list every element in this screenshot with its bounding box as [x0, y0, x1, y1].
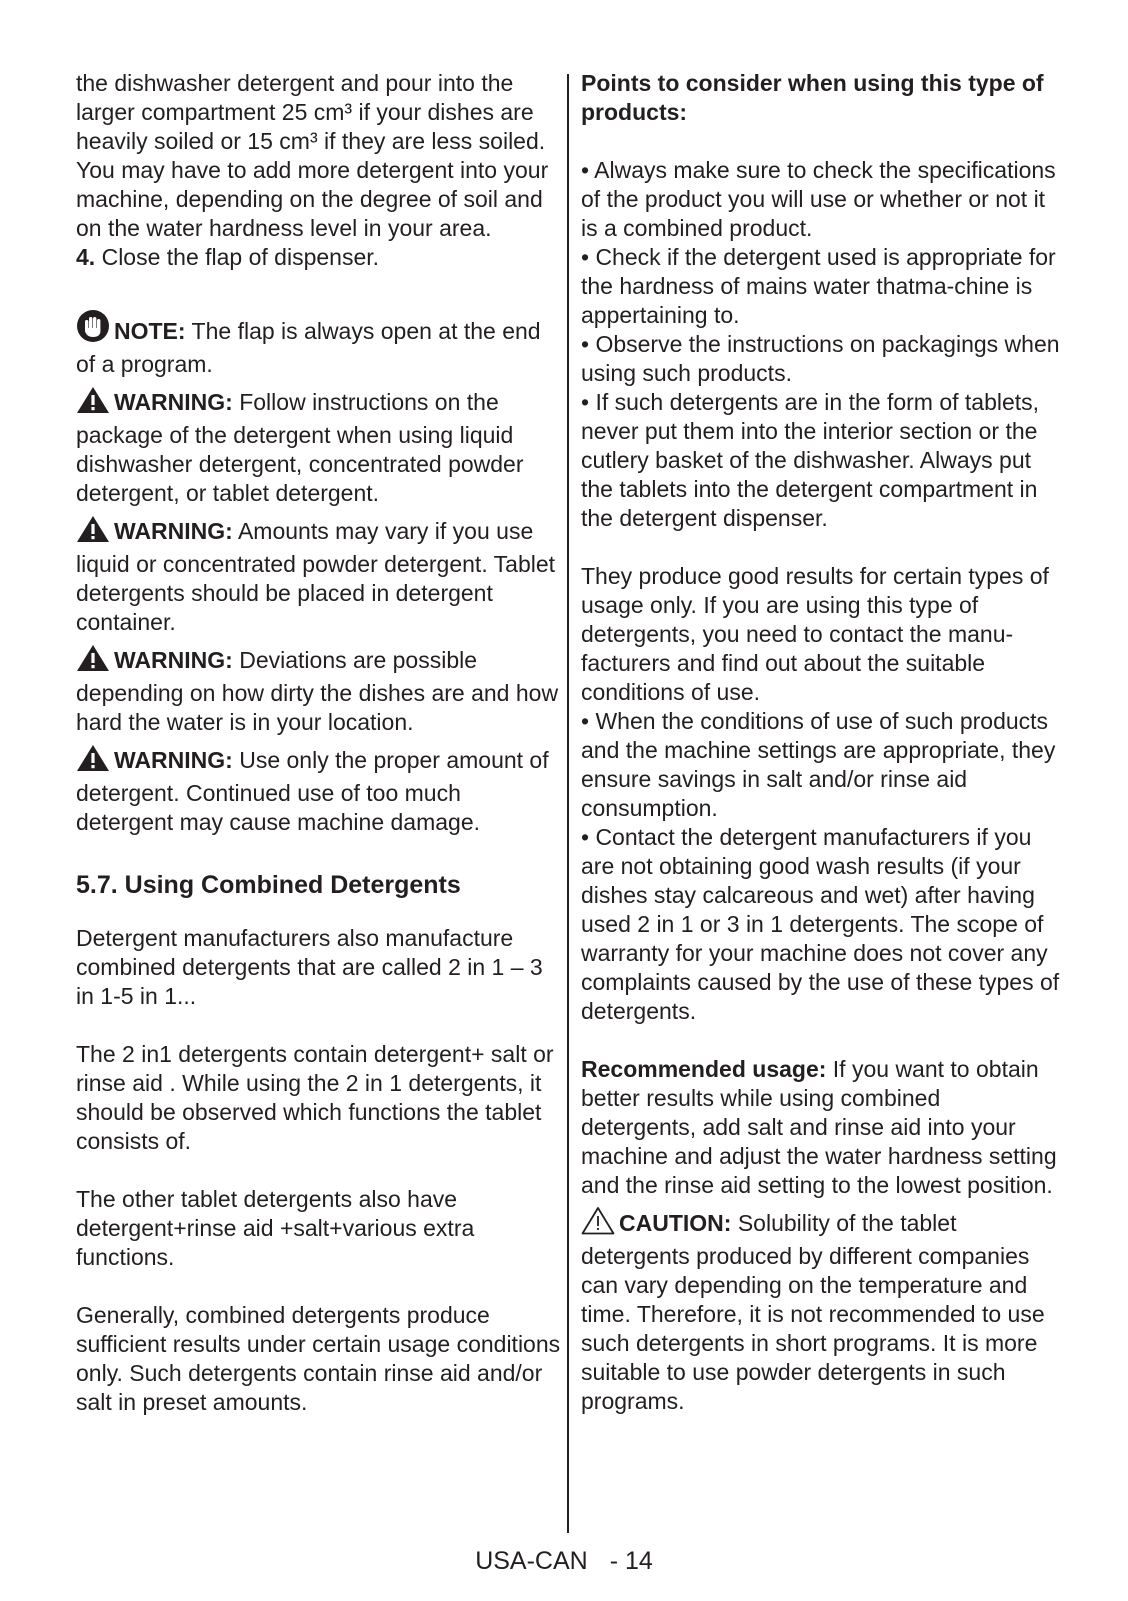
step-4-number: 4. [76, 244, 96, 270]
hand-stop-icon [76, 309, 110, 350]
bullet-item: • Contact the detergent manufacturers if you are not obtaining good wash results (if your dishes stay calcareous and wet) after having used 2 in 1 or 3 in 1 detergents. The scope of warranty for your machine does not cover any complaints caused by the use of these types of detergents. [581, 824, 1060, 1024]
warning-text: Follow instructions on the package of the detergent when using liquid dishwasher detergent, concentrated powder detergent, or tablet detergent. [76, 389, 524, 506]
caution-label: CAUTION: [619, 1210, 732, 1236]
column-divider [567, 74, 569, 1533]
bullet-item: • Check if the detergent used is appropriate for the hardness of mains water thatma-chine is appertaining to. [581, 244, 1056, 328]
page-footer [0, 1546, 1128, 1576]
warning-triangle-icon [76, 515, 110, 550]
warning-text: Use only the proper amount of detergent. Continued use of too much detergent may cause machine damage. [76, 747, 549, 835]
bullet-item: • When the conditions of use of such products and the machine settings are appropriate, they ensure savings in salt and/or rinse aid consumption. [581, 708, 1056, 821]
paragraph-2in1: The 2 in1 detergents contain detergent+ salt or rinse aid . While using the 2 in 1 detergents, it should be observed which functions the tablet consists of. [76, 1041, 554, 1154]
warning-label: WARNING: [114, 647, 233, 673]
step-4-text: Close the flap of dispenser. [101, 244, 380, 270]
warning-notice-3 [76, 644, 562, 737]
caution-triangle-outline-icon [581, 1206, 615, 1242]
caution-text: Solubility of the tablet detergents produced by different companies can vary depending on the temperature and time. Therefore, it is not recommended to use such detergents in short programs. It is more suitable to use powder detergents in such programs. [581, 1210, 1045, 1414]
bullet-item: • If such detergents are in the form of tablets, never put them into the interior section or the cutlery basket of the dishwasher. Always put the tablets into the detergent compartment in the detergent dispenser. [581, 389, 1040, 531]
right-column [581, 69, 1061, 1416]
warning-label: WARNING: [114, 518, 233, 544]
recommended-text: If you want to obtain better results while using combined detergents, add salt and rinse aid into your machine and adjust the water hardness setting and the rinse aid setting to the lowest position. [581, 1056, 1057, 1198]
warning-notice-1 [76, 386, 562, 508]
points-heading: Points to consider when using this type of products: [581, 70, 1044, 125]
bullet-item: • Always make sure to check the specifications of the product you will use or whether or not it is a combined product. [581, 157, 1056, 241]
warning-label: WARNING: [114, 747, 233, 773]
intro-paragraph: the dishwasher detergent and pour into the larger compartment 25 cm³ if your dishes are heavily soiled or 15 cm³ if they are less soiled. You may have to add more detergent into your machine, depending on the degree of soil and on the water hardness level in your area. [76, 70, 549, 241]
recommended-usage [581, 1055, 1061, 1200]
recommended-label: Recommended usage: [581, 1056, 827, 1082]
note-text: The flap is always open at the end of a program. [76, 318, 541, 377]
warning-notice-2 [76, 515, 562, 637]
warning-triangle-icon [76, 386, 110, 421]
warning-triangle-icon [76, 644, 110, 679]
warning-text: Deviations are possible depending on how dirty the dishes are and how hard the water is in your location. [76, 647, 559, 735]
caution-notice [581, 1206, 1061, 1416]
warning-notice-4 [76, 744, 562, 837]
paragraph-results: They produce good results for certain types of usage only. If you are using this type of detergents, you need to contact the manu-facturers and find out about the suitable conditions of use. [581, 563, 1049, 705]
warning-triangle-icon [76, 744, 110, 779]
footer-region: USA-CAN [475, 1547, 588, 1575]
warning-text: Amounts may vary if you use liquid or concentrated powder detergent. Tablet detergents should be placed in detergent container. [76, 518, 556, 635]
step-4 [76, 243, 562, 272]
warning-label: WARNING: [114, 389, 233, 415]
paragraph-generally: Generally, combined detergents produce sufficient results under certain usage conditions only. Such detergents contain rinse aid and/or salt in preset amounts. [76, 1302, 561, 1415]
paragraph-combined: Detergent manufacturers also manufacture combined detergents that are called 2 in 1 – 3 in 1-5 in 1... [76, 925, 543, 1009]
bullet-item: • Observe the instructions on packagings when using such products. [581, 331, 1060, 386]
paragraph-other-tablets: The other tablet detergents also have detergent+rinse aid +salt+various extra functions. [76, 1186, 475, 1270]
note-notice [76, 309, 562, 379]
section-heading: 5.7. Using Combined Detergents [76, 871, 461, 899]
left-column [76, 69, 562, 1417]
note-label: NOTE: [114, 318, 186, 344]
footer-page-number: - 14 [609, 1547, 653, 1575]
